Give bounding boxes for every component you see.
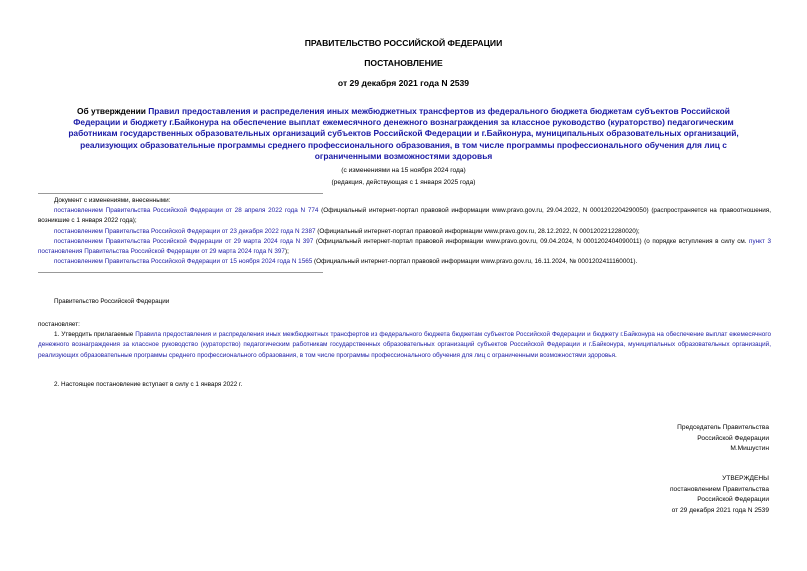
- rules-link[interactable]: Правила предоставления и распределения иных межбюджетных трансфертов из федерального бюджета бюджетам субъектов Российской Федерации и бюджету г.Байконура на обеспечение выплат ежемесячного денежного вознаграждения за классное руководство (кураторство) педагогическим работникам государственных образовательных организаций субъектов Российской Федерации и г.Байконура, муниципальных образовательных организаций, реализующих образовательные программы среднего профессионального образования, в том числе программы профессионального обучения для лиц с ограниченными возможностями здоровья: [38, 331, 771, 359]
- paragraph-1: [38, 330, 771, 361]
- change-text: (Официальный интернет-портал правовой информации www.pravo.gov.ru, 28.12.2022, N 0001202212280020);: [315, 227, 640, 235]
- change-text: (Официальный интернет-портал правовой информации www.pravo.gov.ru, 16.11.2024, № 0001202411160001).: [312, 258, 638, 266]
- divider-top: [38, 193, 323, 194]
- change-link[interactable]: постановлением Правительства Российской Федерации от 28 апреля 2022 года N 774: [54, 207, 319, 215]
- title-link[interactable]: Правил предоставления и распределения иных межбюджетных трансфертов из федерального бюджета бюджетам субъектов Российской Федерации и бюджету г.Байконура на обеспечение выплат ежемесячного денежного вознаграждения за классное руководство (кураторство) педагогическим работникам государственных образовательных организаций субъектов Российской Федерации и г.Байконура, муниципальных образовательных организаций, реализующих образовательные программы среднего профессионального образования, в том числе программы профессионального обучения для лиц с ограниченными возможностями здоровья: [68, 106, 739, 161]
- signature-title: Председатель Правительства: [677, 424, 769, 431]
- change-link[interactable]: постановлением Правительства Российской Федерации от 29 марта 2024 года N 397: [54, 237, 314, 245]
- current-edition-note: (редакция, действующая с 1 января 2025 года): [331, 179, 476, 186]
- change-link-secondary[interactable]: пункт 3 постановления Правительства Российской Федерации от 29 марта 2024 года N 397: [38, 237, 771, 256]
- government-line: Правительство Российской Федерации: [54, 298, 170, 305]
- change-item: [38, 237, 771, 257]
- document-title: [60, 106, 747, 162]
- resolves-line: постановляет:: [38, 321, 80, 328]
- document-date-number: от 29 декабря 2021 года N 2539: [337, 78, 470, 88]
- title-prefix: Об утверждении: [77, 106, 149, 116]
- signature-name: М.Мишустин: [730, 445, 769, 453]
- change-link[interactable]: постановлением Правительства Российской Федерации от 23 декабря 2022 года N 2387: [54, 227, 316, 235]
- document-type: ПОСТАНОВЛЕНИЕ: [364, 58, 443, 68]
- approval-heading: УТВЕРЖДЕНЫ: [722, 475, 769, 482]
- change-item: [38, 227, 771, 237]
- body-block: [38, 297, 771, 307]
- approval-line-2: постановлением Правительства: [669, 485, 769, 493]
- change-link[interactable]: постановлением Правительства Российской Федерации от 15 ноября 2024 года N 1565: [54, 258, 313, 266]
- changes-block: [38, 196, 771, 267]
- change-text: (Официальный интернет-портал правовой информации www.pravo.gov.ru, 29.04.2022, N 0001202204290050) (распространяется на правоотношения, возникшие с 1 января 2022 года);: [38, 207, 771, 225]
- issuing-authority: ПРАВИТЕЛЬСТВО РОССИЙСКОЙ ФЕДЕРАЦИИ: [304, 38, 503, 48]
- approval-line-4: от 29 декабря 2021 года N 2539: [671, 506, 769, 514]
- signature-org: Российской Федерации: [697, 434, 769, 442]
- paragraph-2: 2. Настоящее постановление вступает в силу с 1 января 2022 г.: [54, 381, 243, 388]
- change-item: [38, 257, 771, 267]
- p1-suffix: .: [615, 351, 617, 359]
- signature-block: [569, 423, 769, 455]
- divider-bottom: [38, 272, 323, 273]
- change-item: [38, 206, 771, 226]
- changes-intro: Документ с изменениями, внесенными:: [54, 197, 171, 204]
- p1-prefix: 1. Утвердить прилагаемые: [54, 331, 136, 339]
- change-text: (Официальный интернет-портал правовой информации www.pravo.gov.ru, 09.04.2024, N 0001202404090011) (о порядке вступления в силу см.: [313, 237, 750, 245]
- change-tail: );: [284, 248, 289, 256]
- changes-note: (с изменениями на 15 ноября 2024 года): [341, 167, 466, 174]
- approval-block: [569, 474, 769, 516]
- paragraph-2-block: [38, 380, 771, 390]
- approval-line-3: Российской Федерации: [697, 496, 769, 504]
- resolution-block: [38, 320, 771, 361]
